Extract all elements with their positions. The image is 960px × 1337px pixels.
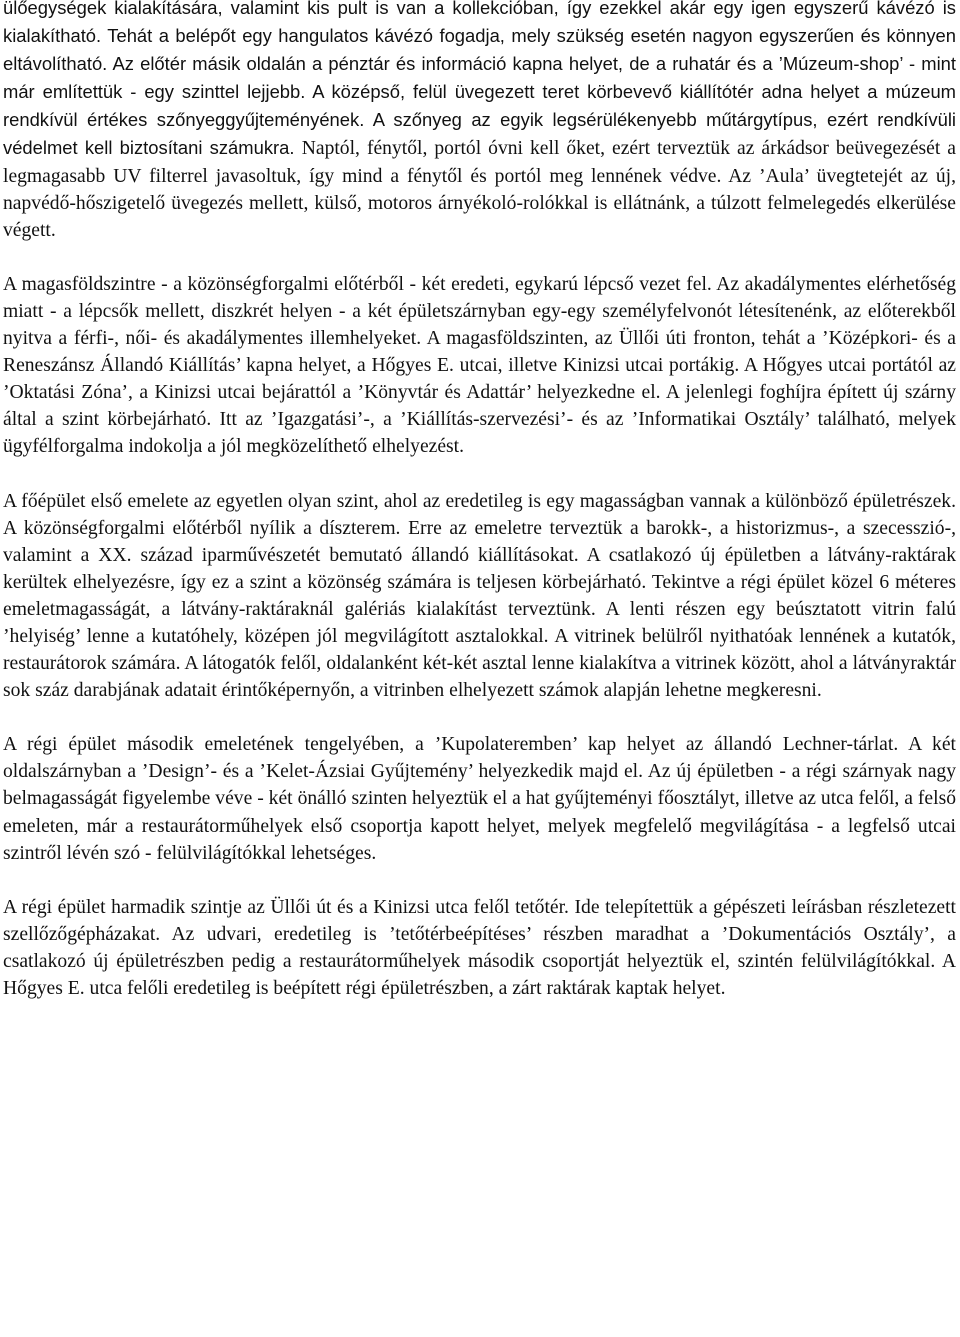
paragraph-third-floor [3,894,956,1002]
paragraph-text-serif: Naptól, fénytől, portól óvni kell őket, ezért terveztük az árkádsor beüvegezését a legmagasabb UV filterrel javasoltuk, így mind a fénytől és portól meg lennének védve. Az ’Aula’ üvegtetejét az új, napvédő-hőszigetelő üvegezés mellett, külső, motoros árnyékoló-rolókkal is ellátnánk, a túlzott felmelegedés elkerülése végett. [3,138,956,241]
paragraph-museum-entrance [3,0,956,244]
paragraph-text: A régi épület második emeletének tengelyében, a ’Kupolateremben’ kap helyet az állandó Lechner-tárlat. A két oldalszárnyban a ’Design’- és a ’Kelet-Ázsiai Gyűjtemény’ helyezkedik majd el. Az új épületben - a régi szárnyak nagy belmagasságát figyelembe véve - két önálló szinten helyeztük el a hat gyűjteményi főosztályt, illetve az utca felől, a felső emeleten, már a restaurátorműhelyek első csoportja kapott helyet, melyek megfelelő megvilágítása - a legfelső utcai szintről lévén szó - felülvilágítókkal lehetséges. [3,734,956,864]
paragraph-text-sans: ülőegységek kialakítására, valamint kis pult is van a kollekcióban, így ezekkel akár egy igen egyszerű kávézó is kialakítható. Tehát a belépőt egy hangulatos kávézó fogadja, mely szükség esetén nagyon egyszerűen és könnyen eltávolítható. Az előtér másik oldalán a pénztár és információ kapna helyet, de a ruhatár és a ’Múzeum-shop’ - mint már említettük - egy szinttel lejjebb. A középső, felül üvegezett teret körbevevő kiállítótér adna helyet a múzeum rendkívül értékes szőnyeggyűjteményének. A szőnyeg az egyik legsérülékenyebb műtárgytípus, ezért rendkívüli védelmet kell biztosítani számukra. [3,0,956,159]
paragraph-text: A főépület első emelete az egyetlen olyan szint, ahol az eredetileg is egy magasságban vannak a különböző épületrészek. A közönségforgalmi előtérből nyílik a díszterem. Erre az emeletre terveztük a barokk-, a historizmus-, a szecesszió-, valamint a XX. század iparművészetét bemutató állandó kiállításokat. A csatlakozó új épületben a látvány-raktárak kerültek elhelyezésre, így ez a szint a közönség számára is teljesen körbejárható. Tekintve a régi épület közel 6 méteres emeletmagasságát, a látvány-raktáraknál galériás kialakítást terveztünk. A lenti részen egy beúsztatott vitrin falú ’helyiség’ lenne a kutatóhely, középen jól megvilágított asztalokkal. A vitrinek belülről nyithatóak lennének a kutatók, restaurátorok számára. A látogatók felől, oldalanként két-két asztal lenne kialakítva a vitrinek között, ahol a látványraktár sok száz darabjának adatait érintőképernyőn, a vitrinben elhelyezett számok alapján lehetne megkeresni. [3,490,956,702]
paragraph-text: A magasföldszintre - a közönségforgalmi előtérből - két eredeti, egykarú lépcső vezet fel. Az akadálymentes elérhetőség miatt - a lépcsők mellett, diszkrét helyen - a két épületszárnyban egy-egy személyfelvonót létesítenénk, az előterekből nyitva a férfi-, női- és akadálymentes illemhelyeket. A magasföldszinten, az Üllői úti fronton, tehát a ’Középkori- és a Reneszánsz Állandó Kiállítás’ kapna helyet, a Hőgyes E. utcai, illetve Kinizsi utcai portákig. A Hőgyes utcai portától az ’Oktatási Zóna’, a Kinizsi utcai bejárattól a ’Könyvtár és Adattár’ helyezkedne el. A jelenlegi foghíjra épített új szárny által a szint körbejárható. Itt az ’Igazgatási’-, a ’Kiállítás-szervezési’- és az ’Informatikai Osztály’ található, melyek ügyfélforgalma indokolja a jól megközelíthető elhelyezést. [3,273,956,458]
paragraph-text: A régi épület harmadik szintje az Üllői út és a Kinizsi utca felől tetőtér. Ide telepítettük a gépészeti leírásban részletezett szellőzőgépházakat. Az udvari, eredetileg is ’tetőtérbeépítéses’ részben maradhat a ’Dokumentációs Osztály’, a csatlakozó új épületrészben pedig a restaurátorműhelyek második csoportját helyeztük el, szintén felülvilágítókkal. A Hőgyes E. utca felőli eredetileg is beépített régi épületrészben, a zárt raktárak kaptak helyet. [3,896,956,999]
paragraph-first-floor [3,488,956,705]
paragraph-second-floor [3,731,956,866]
paragraph-raised-ground-floor [3,271,956,461]
